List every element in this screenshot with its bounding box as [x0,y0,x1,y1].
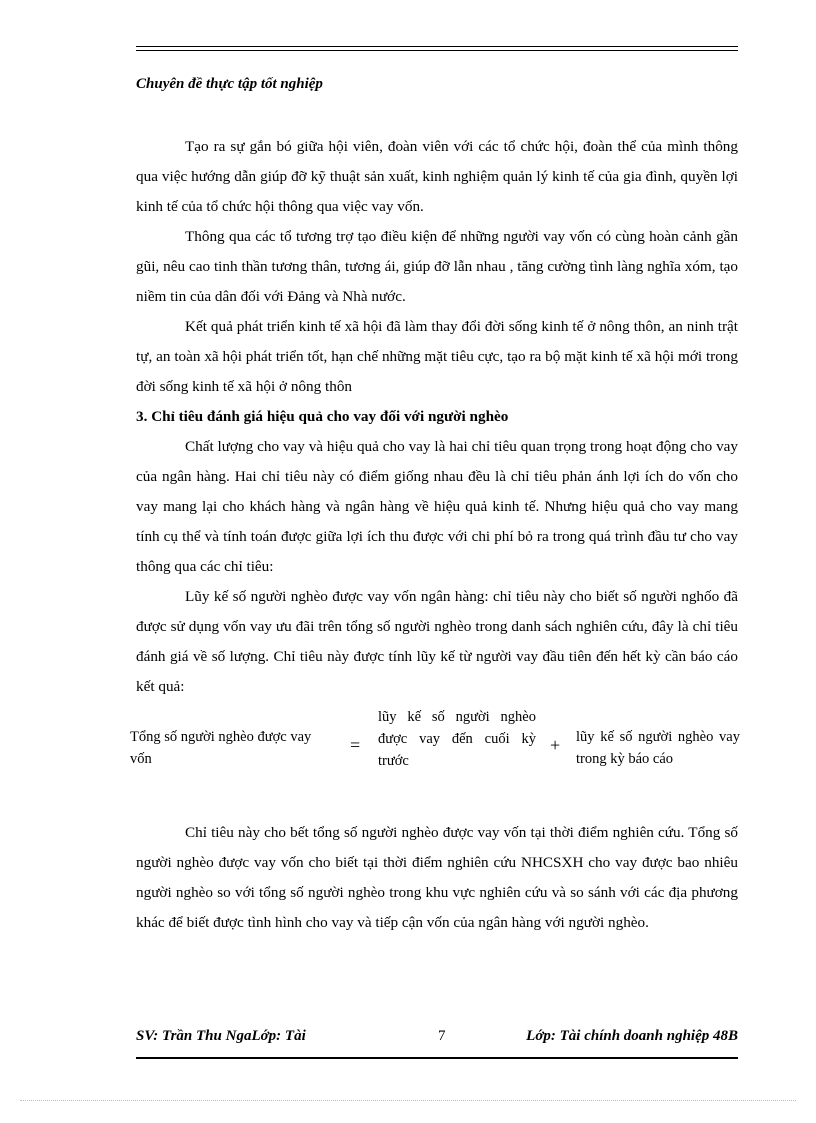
header-title: Chuyên đề thực tập tốt nghiệp [136,76,323,92]
formula-left-term: Tổng số người nghèo được vay vốn [130,729,312,767]
page-edge [20,1100,796,1101]
footer-rule [136,1057,738,1059]
closing-text [136,818,738,938]
paragraph: Chỉ tiêu này cho bết tổng số người nghèo được vay vốn tại thời điểm nghiên cứu. Tổng số người nghèo được vay vốn cho biết tại thời điểm nghiên cứu NHCSXH cho vay được bao nhiêu người nghèo so với tổng số người nghèo trong khu vực nghiên cứu và so sánh với các địa phương khác để biết được tình hình cho vay và tiếp cận vốn của ngân hàng với người nghèo. [136,824,738,931]
formula-right-term: lũy kế số người nghèo vay trong kỳ báo cáo [576,729,740,767]
formula-plus-sign: + [550,735,561,755]
paragraph: Lũy kế số người nghèo được vay vốn ngân hàng: chỉ tiêu này cho biết số người nghốo đã được sử dụng vốn vay ưu đãi trên tổng số người nghèo trong danh sách nghiên cứu, đây là chỉ tiêu đánh giá về số lượng. Chỉ tiêu này được tính lũy kế từ người vay đầu tiên đến hết kỳ cần báo cáo kết quả: [136,588,738,695]
footer [136,1028,738,1048]
footer-student: SV: Trần Thu NgaLớp: Tài [136,1028,306,1044]
paragraph: Thông qua các tổ tương trợ tạo điều kiện để những người vay vốn có cùng hoàn cảnh gần gũi, nêu cao tinh thần tương thân, tương ái, giúp đỡ lẫn nhau , tăng cường tình làng nghĩa xóm, tạo niềm tin của dân đối với Đảng và Nhà nước. [136,228,738,305]
header-rule [136,46,738,51]
formula-equals-sign: = [350,735,361,755]
formula [130,700,742,790]
page-number: 7 [438,1028,446,1044]
formula-middle-term: lũy kế số người nghèo được vay đến cuối kỳ trước [378,709,536,769]
footer-class: Lớp: Tài chính doanh nghiệp 48B [526,1028,738,1044]
paragraph: Kết quả phát triển kinh tế xã hội đã làm thay đổi đời sống kinh tế ở nông thôn, an ninh trật tự, an toàn xã hội phát triển tốt, hạn chế những mặt tiêu cực, tạo ra bộ mặt kinh tế xã hội mới trong đời sống kinh tế xã hội ở nông thôn [136,318,738,395]
body-text [136,132,738,702]
paragraph: Chất lượng cho vay và hiệu quả cho vay là hai chỉ tiêu quan trọng trong hoạt động cho vay của ngân hàng. Hai chỉ tiêu này có điểm giống nhau đều là chỉ tiêu phản ánh lợi ích do vốn cho vay mang lại cho khách hàng và ngân hàng về hiệu quả kinh tế. Nhưng hiệu quả cho vay mang tính cụ thể và tính toán được giữa lợi ích thu được với chi phí bỏ ra trong quá trình đầu tư cho vay thông qua các chỉ tiêu: [136,438,738,575]
paragraph: Tạo ra sự gắn bó giữa hội viên, đoàn viên với các tổ chức hội, đoàn thể của mình thông qua việc hướng dẫn giúp đỡ kỹ thuật sản xuất, kinh nghiệm quản lý kinh tế của gia đình, quyền lợi kinh tế của tổ chức hội thông qua việc vay vốn. [136,138,738,215]
section-heading: 3. Chỉ tiêu đánh giá hiệu quả cho vay đối với người nghèo [136,408,509,425]
